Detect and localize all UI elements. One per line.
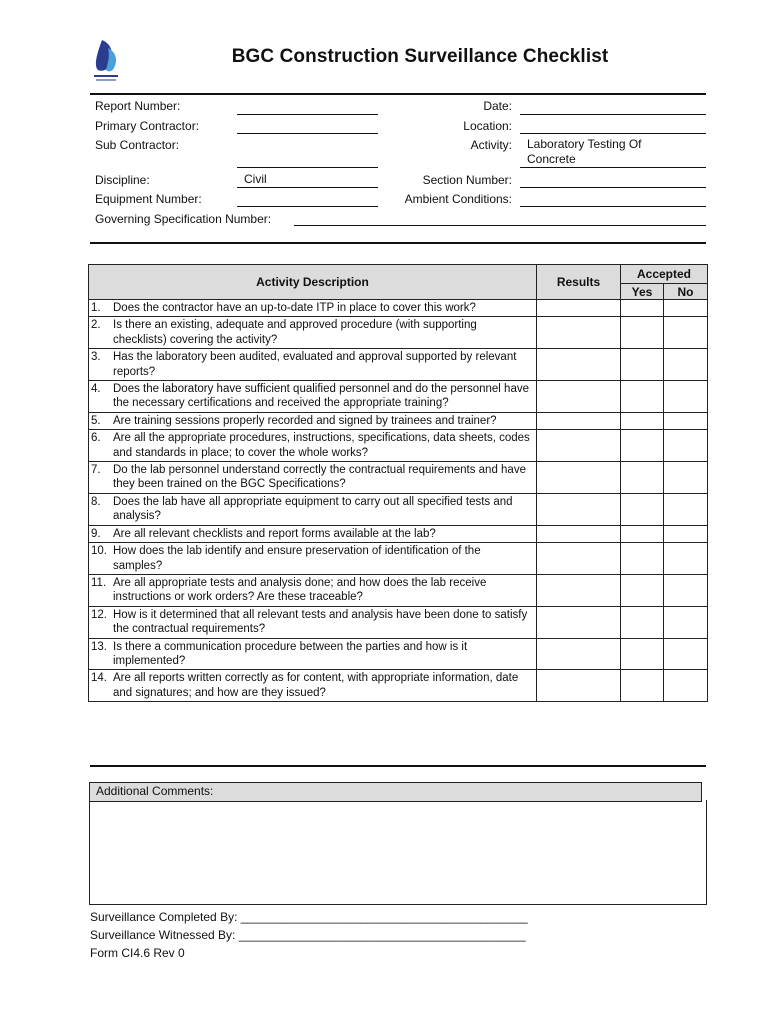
- accepted-yes-cell[interactable]: [621, 462, 664, 494]
- results-cell[interactable]: [537, 525, 621, 542]
- question-number: 7.: [91, 464, 101, 477]
- results-cell[interactable]: [537, 300, 621, 317]
- activity-description-cell: [89, 574, 537, 606]
- table-row: [89, 412, 708, 429]
- question-number: 14.: [91, 672, 107, 685]
- activity-description-cell: [89, 638, 537, 670]
- accepted-no-cell[interactable]: [664, 462, 708, 494]
- report-number-field[interactable]: [237, 114, 378, 115]
- col-accepted: Accepted: [621, 265, 708, 284]
- report-number-label: Report Number:: [95, 99, 181, 113]
- results-cell[interactable]: [537, 349, 621, 381]
- accepted-no-cell[interactable]: [664, 543, 708, 575]
- governing-spec-label: Governing Specification Number:: [95, 212, 272, 226]
- accepted-yes-cell[interactable]: [621, 430, 664, 462]
- section-number-field[interactable]: [520, 187, 706, 188]
- question-number: 11.: [91, 576, 107, 589]
- accepted-no-cell[interactable]: [664, 349, 708, 381]
- question-number: 5.: [91, 414, 101, 427]
- question-number: 10.: [91, 545, 107, 558]
- activity-description-cell: [89, 462, 537, 494]
- activity-value-line1: Laboratory Testing Of: [527, 137, 642, 151]
- equipment-number-label: Equipment Number:: [95, 192, 202, 206]
- accepted-yes-cell[interactable]: [621, 606, 664, 638]
- question-number: 1.: [91, 302, 101, 314]
- activity-description-cell: [89, 493, 537, 525]
- accepted-no-cell[interactable]: [664, 300, 708, 317]
- question-number: 9.: [91, 527, 101, 540]
- question-text: Do the lab personnel understand correctly the contractual requirements and have they been trained on the BGC Specifications?: [113, 464, 526, 491]
- question-text: Does the contractor have an up-to-date ITP in place to cover this work?: [113, 302, 476, 314]
- question-number: 3.: [91, 351, 101, 364]
- activity-description-cell: [89, 349, 537, 381]
- results-cell[interactable]: [537, 606, 621, 638]
- question-number: 2.: [91, 319, 101, 332]
- divider-middle: [90, 242, 706, 244]
- checklist-table: [88, 264, 708, 702]
- table-row: [89, 525, 708, 542]
- question-number: 4.: [91, 383, 101, 396]
- results-cell[interactable]: [537, 543, 621, 575]
- activity-description-cell: [89, 606, 537, 638]
- discipline-value: Civil: [244, 172, 267, 186]
- accepted-no-cell[interactable]: [664, 381, 708, 413]
- results-cell[interactable]: [537, 317, 621, 349]
- question-text: Is there an existing, adequate and approved procedure (with supporting checklists) covering the activity?: [113, 319, 477, 346]
- table-row: [89, 493, 708, 525]
- results-cell[interactable]: [537, 381, 621, 413]
- additional-comments-label: Additional Comments:: [89, 782, 702, 802]
- ambient-conditions-label: Ambient Conditions:: [404, 192, 512, 206]
- accepted-yes-cell[interactable]: [621, 300, 664, 317]
- table-row: [89, 574, 708, 606]
- accepted-no-cell[interactable]: [664, 317, 708, 349]
- results-cell[interactable]: [537, 670, 621, 702]
- accepted-yes-cell[interactable]: [621, 670, 664, 702]
- activity-description-cell: [89, 670, 537, 702]
- activity-field[interactable]: [520, 167, 706, 168]
- accepted-yes-cell[interactable]: [621, 381, 664, 413]
- sub-contractor-label: Sub Contractor:: [95, 138, 180, 152]
- question-text: Does the laboratory have sufficient qualified personnel and do the personnel have the necessary certifications and received the appropriate training?: [113, 383, 529, 410]
- table-row: [89, 381, 708, 413]
- question-number: 13.: [91, 640, 107, 653]
- governing-spec-field[interactable]: [294, 225, 706, 226]
- accepted-yes-cell[interactable]: [621, 493, 664, 525]
- accepted-yes-cell[interactable]: [621, 638, 664, 670]
- location-label: Location:: [463, 119, 512, 133]
- activity-label: Activity:: [470, 138, 512, 152]
- table-row: [89, 606, 708, 638]
- question-number: 6.: [91, 432, 101, 445]
- question-number: 8.: [91, 495, 101, 508]
- question-text: Are all relevant checklists and report forms available at the lab?: [113, 527, 436, 540]
- equipment-number-field[interactable]: [237, 206, 378, 207]
- table-row: [89, 349, 708, 381]
- sub-contractor-field[interactable]: [237, 167, 378, 168]
- question-text: Are all appropriate tests and analysis done; and how does the lab receive instructions or work orders? Are these traceable?: [113, 576, 487, 604]
- results-cell[interactable]: [537, 430, 621, 462]
- activity-value-line2: Concrete: [527, 152, 576, 166]
- activity-description-cell: [89, 525, 537, 542]
- accepted-yes-cell[interactable]: [621, 317, 664, 349]
- question-text: How is it determined that all relevant tests and analysis have been done to satisfy the contractual requirements?: [113, 608, 528, 636]
- activity-description-cell: [89, 430, 537, 462]
- table-row: [89, 430, 708, 462]
- form-id: Form CI4.6 Rev 0: [90, 946, 185, 960]
- accepted-yes-cell[interactable]: [621, 349, 664, 381]
- table-row: [89, 670, 708, 702]
- question-text: How does the lab identify and ensure preservation of identification of the samples?: [113, 545, 481, 572]
- surveillance-witnessed-by: Surveillance Witnessed By: ___________________________________________: [90, 928, 526, 942]
- accepted-no-cell[interactable]: [664, 493, 708, 525]
- date-label: Date:: [483, 99, 512, 113]
- table-row: [89, 462, 708, 494]
- accepted-no-cell[interactable]: [664, 430, 708, 462]
- results-cell[interactable]: [537, 462, 621, 494]
- results-cell[interactable]: [537, 412, 621, 429]
- divider-top: [90, 93, 706, 95]
- question-text: Is there a communication procedure between the parties and how is it implemented?: [113, 640, 468, 667]
- location-field[interactable]: [520, 133, 706, 134]
- results-cell[interactable]: [537, 493, 621, 525]
- activity-description-cell: [89, 300, 537, 317]
- activity-description-cell: [89, 381, 537, 413]
- table-row: [89, 300, 708, 317]
- table-row: [89, 638, 708, 670]
- accepted-yes-cell[interactable]: [621, 543, 664, 575]
- discipline-label: Discipline:: [95, 173, 150, 187]
- results-cell[interactable]: [537, 638, 621, 670]
- primary-contractor-label: Primary Contractor:: [95, 119, 200, 133]
- accepted-yes-cell[interactable]: [621, 412, 664, 429]
- activity-description-cell: [89, 412, 537, 429]
- question-text: Are all the appropriate procedures, instructions, specifications, data sheets, codes and standards in place; to cover the whole works?: [113, 432, 530, 459]
- discipline-field[interactable]: [237, 187, 378, 188]
- question-text: Are training sessions properly recorded and signed by trainees and trainer?: [113, 414, 497, 427]
- accepted-no-cell[interactable]: [664, 670, 708, 702]
- activity-description-cell: [89, 317, 537, 349]
- table-row: [89, 317, 708, 349]
- question-number: 12.: [91, 608, 107, 621]
- surveillance-completed-by: Surveillance Completed By: ___________________________________________: [90, 910, 528, 924]
- table-row: [89, 543, 708, 575]
- date-field[interactable]: [520, 114, 706, 115]
- accepted-yes-cell[interactable]: [621, 574, 664, 606]
- col-yes: Yes: [621, 284, 664, 300]
- results-cell[interactable]: [537, 574, 621, 606]
- accepted-no-cell[interactable]: [664, 606, 708, 638]
- col-no: No: [664, 284, 708, 300]
- primary-contractor-field[interactable]: [237, 133, 378, 134]
- activity-description-cell: [89, 543, 537, 575]
- question-text: Does the lab have all appropriate equipment to carry out all specified tests and analysis?: [113, 495, 513, 523]
- accepted-no-cell[interactable]: [664, 525, 708, 542]
- accepted-no-cell[interactable]: [664, 574, 708, 606]
- col-activity-description: Activity Description: [89, 265, 537, 300]
- additional-comments-field[interactable]: [89, 800, 707, 905]
- page-title: BGC Construction Surveillance Checklist: [231, 46, 609, 67]
- col-results: Results: [537, 265, 621, 300]
- accepted-no-cell[interactable]: [664, 638, 708, 670]
- ambient-conditions-field[interactable]: [520, 206, 706, 207]
- question-text: Has the laboratory been audited, evaluated and approval supported by relevant reports?: [113, 351, 517, 378]
- divider-bottom: [90, 765, 706, 767]
- question-text: Are all reports written correctly as for content, with appropriate information, date and signatures; and how are they issued?: [113, 672, 519, 699]
- section-number-label: Section Number:: [422, 173, 512, 187]
- accepted-no-cell[interactable]: [664, 412, 708, 429]
- accepted-yes-cell[interactable]: [621, 525, 664, 542]
